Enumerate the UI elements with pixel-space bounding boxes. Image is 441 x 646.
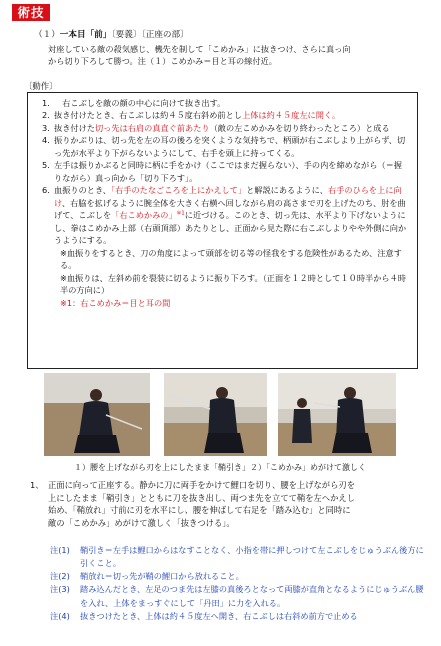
note-text: 鞘放れ＝切っ先が鞘の鯉口から放れること。 — [80, 571, 244, 582]
heading-number: （１） — [34, 30, 60, 40]
step-item — [42, 109, 410, 121]
step-text — [54, 184, 410, 246]
step-text-part: 左手は振りかぶると同時に柄に手をかけ（ここではまだ握らない）、手の内を締めながら（＝握りながら）真っ向から「切り下ろす」。 — [54, 160, 402, 183]
main-instruction — [30, 479, 422, 529]
note-item — [50, 544, 424, 570]
step-text-part: 、右脇を拡げるように腕全体を大きく右横へ回しながら肩の高さまで刃を上げたのち、肘を曲げて、こぶしを — [54, 197, 406, 221]
step-number: 2. — [42, 110, 50, 121]
highlight-text: ※1 — [176, 210, 185, 217]
caution-note: ※血振りをするとき、刀の角度によって頭部を切る等の怪我をする危険性があるため、注意する。 — [60, 247, 402, 271]
note-label: 注(4) — [50, 610, 70, 621]
step-text — [54, 159, 410, 184]
section-heading — [34, 29, 189, 42]
step-number: 3. — [42, 122, 50, 133]
photo-2 — [164, 373, 267, 456]
note-text: 抜きつけたとき、上体は約４５度左へ開き、右こぶしは右斜め前方で止める — [80, 610, 358, 621]
step-text — [54, 134, 410, 159]
dosa-label: 〔動作〕 — [24, 81, 58, 91]
step-item — [42, 134, 410, 159]
step-text — [54, 122, 410, 134]
step-item — [42, 122, 410, 134]
note-text: 踏み込んだとき、左足のつま先は左膝の真後ろとなって両膝が直角となるようにじゅうぶん腰を入れ、上体をまっすぐにして「丹田」に力を入れる。 — [80, 584, 424, 608]
photo-3 — [278, 373, 396, 456]
step-number: 5. — [42, 160, 50, 171]
step-text — [54, 109, 410, 121]
highlight-text: 「右手のたなごころを上にかえして」 — [111, 185, 247, 196]
section-badge: 術技 — [12, 4, 50, 21]
heading-tail: 〔要義〕〔正座の部〕 — [111, 30, 189, 40]
caution-note: ※血振りは、左斜め前を裂装に切るように振り下ろす。（正面を１２時として１０時半から４時半の方向に） — [60, 272, 406, 296]
step-item — [42, 184, 410, 246]
note-item — [50, 610, 424, 623]
step-text-part: 抜き付けた — [54, 122, 95, 133]
step-item — [42, 97, 410, 109]
notes-list — [50, 544, 424, 623]
step-text — [54, 97, 410, 109]
step-text-part: 抜き付けたとき、右こぶしは約４５度右斜め前とし — [54, 110, 242, 121]
step-number: 1. — [42, 98, 50, 108]
step-text-part: 血振りのとき、 — [54, 185, 111, 196]
intro-line: から切り下ろして勝つ。注（１）こめかみ＝目と耳の線付近。 — [48, 56, 277, 67]
step-text-part: 振りかぶりは、切っ先を左の耳の後ろを突くような気持ちで、柄頭が右こぶしより上がらず、切っ先が水平より下がらないようにして、右手を頭上に持ってくる。 — [54, 135, 406, 158]
footnote-red: ※1：右こめかみ＝目と耳の間 — [60, 297, 171, 308]
highlight-text: 右手のひらを上に向け — [54, 185, 402, 208]
main-line: 上にしたまま「鞘引き」とともに刀を抜き出し、両つま先を立てて鞘を左へかえし — [48, 492, 355, 503]
step-text-part: （敵の左こめかみを切り終わったところ）と成る — [209, 122, 390, 133]
main-line: 始め、「鞘放れ」寸前に刃を水平にし、腰を伸ばして右足を「踏み込む」と同時に — [48, 505, 351, 516]
main-number: 1、 — [30, 480, 44, 490]
highlight-text: 切っ先は右肩の真直ぐ前あたり — [94, 122, 210, 133]
note-text: 鞘引き＝左手は鯉口からはなすことなく、小指を帯に押しつけて左こぶしをじゅうぶん後方に引くこと。 — [80, 545, 424, 569]
steps-box — [27, 92, 418, 369]
intro-line: 対座している敵の殺気感じ、機先を制して「こめかみ」に抜きつけ、さらに真っ向 — [48, 44, 351, 54]
step-number: 6. — [42, 185, 50, 196]
note-item — [50, 583, 424, 609]
step-text-part: と解説にあるように、 — [246, 185, 328, 196]
main-line: 敵の「こめかみ」めがけて激しく「抜きつける」。 — [48, 517, 235, 528]
steps-list — [42, 97, 410, 309]
step-item — [42, 159, 410, 184]
main-line: 正面に向って正座する。静かに刀に両手をかけて鯉口を切り、腰を上げながら刃を — [48, 480, 355, 490]
step-text-part: に近づける。このとき、切っ先は、水平より下げないようにし、拳はこめかみ上部（右頭頂部）あたりとし、正面から見た際に右こぶしよりやや外側に向かうようにする。 — [54, 210, 407, 246]
step-number: 4. — [42, 135, 50, 146]
photo-1 — [44, 373, 150, 456]
note-label: 注(3) — [50, 584, 70, 595]
highlight-text: 上体は約４５度左に開く。 — [242, 110, 341, 121]
note-item — [50, 570, 424, 583]
heading-name: 一本目「前」 — [59, 30, 112, 40]
note-label: 注(1) — [50, 545, 70, 555]
photo-caption: １）腰を上げながら刃を上にしたまま「鞘引き」２）「こめかみ」めがけて激しく — [74, 463, 366, 472]
step-text-part: 右こぶしを敵の顔の中心に向けて抜き出す。 — [54, 98, 226, 108]
intro-text — [48, 43, 424, 68]
note-label: 注(2) — [50, 571, 70, 582]
highlight-text: 「右こめかみの」 — [111, 210, 177, 221]
